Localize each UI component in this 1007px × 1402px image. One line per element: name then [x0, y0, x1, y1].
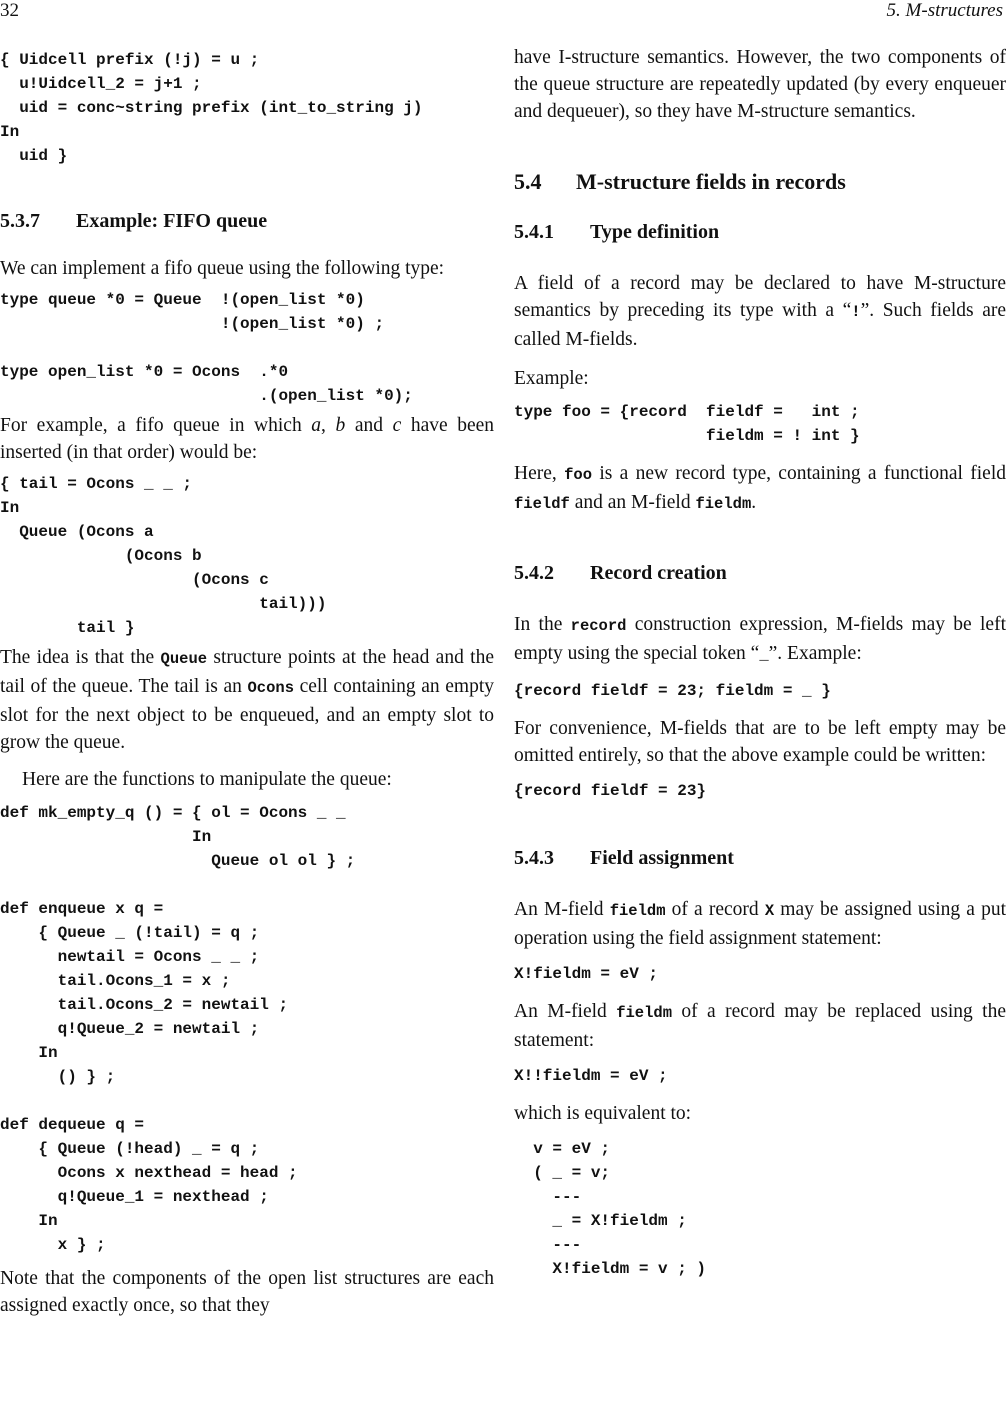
text-run: and	[345, 415, 393, 436]
inline-code: record	[570, 617, 627, 635]
paragraph-record-creation	[514, 611, 1006, 669]
section-title: M-structure fields in records	[576, 169, 846, 194]
text-run: An M-field	[514, 899, 610, 920]
inline-code: Ocons	[247, 679, 294, 697]
math-var: b	[335, 415, 346, 436]
section-title: Example: FIFO queue	[76, 210, 268, 232]
page-number: 32	[0, 0, 19, 21]
text-run: structure points at the head and the tail of the queue. The tail is an	[0, 647, 494, 697]
code-uidcell: { Uidcell prefix (!j) = u ; u!Uidcell_2 = j+1 ; uid = conc~string prefix (int_to_string j) In uid }	[0, 51, 423, 165]
code-record-type: type foo = {record fieldf = int ; fieldm = ! int }	[514, 403, 860, 445]
text-run: may be assigned using a put operation using the field assignment statement:	[514, 899, 1006, 949]
code-field-replace: X!!fieldm = eV ;	[514, 1067, 668, 1085]
text-run: In the	[514, 614, 571, 635]
code-queue-example: { tail = Ocons _ _ ; In Queue (Ocons a (Ocons b (Ocons c tail))) tail }	[0, 475, 327, 637]
section-title: Type definition	[590, 221, 720, 243]
inline-code: fieldm	[695, 495, 752, 513]
text-run: For example, a fifo queue in which	[0, 415, 312, 436]
section-number: 5.4.2	[514, 562, 554, 584]
inline-code: Queue	[160, 650, 208, 668]
section-heading-5-3-7	[0, 210, 494, 233]
paragraph-m-structure-semantics: have I-structure semantics. However, the two components of the queue structure are repeatedly updated (by every enqueuer and dequeuer), so they have M-structure semantics.	[514, 47, 1006, 122]
section-number: 5.3.7	[0, 210, 40, 232]
code-record-empty-field: {record fieldf = 23; fieldm = _ }	[514, 682, 831, 700]
page-header	[0, 0, 1007, 24]
paragraph-functions-intro: Here are the functions to manipulate the queue:	[22, 769, 392, 790]
text-run: ”. Such fields are called M-fields.	[514, 300, 1006, 350]
inline-code: fieldm	[616, 1004, 673, 1022]
text-run: Here,	[514, 463, 565, 484]
section-title: Field assignment	[590, 847, 734, 869]
inline-code: X	[764, 902, 775, 920]
text-run: cell containing an empty slot for the next object to be enqueued, and an empty slot to grow the queue.	[0, 676, 494, 753]
section-heading-5-4-2	[514, 562, 1006, 585]
right-column	[514, 40, 1006, 1281]
inline-code: !	[851, 303, 861, 321]
math-var: c	[392, 415, 402, 436]
section-number: 5.4.1	[514, 221, 554, 243]
paragraph-foo-description	[514, 460, 1006, 518]
text-run: .	[751, 492, 757, 513]
code-field-put: X!fieldm = eV ;	[514, 965, 659, 983]
paragraph-example-label: Example:	[514, 368, 589, 389]
text-run: The idea is that the	[0, 647, 161, 668]
section-number: 5.4.3	[514, 847, 554, 869]
inline-code: _	[759, 646, 769, 664]
section-heading-5-4-1	[514, 221, 1006, 244]
section-heading-5-4-3	[514, 847, 1006, 870]
text-run: have been inserted (in that order) would be:	[0, 415, 495, 463]
code-equivalent-expansion: v = eV ; ( _ = v; --- _ = X!fieldm ; --- X!fieldm = v ; )	[533, 1140, 707, 1278]
math-var: a	[311, 415, 322, 436]
paragraph-queue-idea	[0, 644, 494, 756]
code-queue-functions: def mk_empty_q () = { ol = Ocons _ _ In Queue ol ol } ; def enqueue x q = { Queue _ (!tail) = q ; newtail = Ocons _ _ ; tail.Ocons_1 = x ; tail.Ocons_2 = newtail ; q!Queue_2 = newtail ; In () } ; def dequeue q = { Queue (!head) _ = q ; Ocons x nexthead = head ; q!Queue_1 = nexthead ; In x } ;	[0, 804, 356, 1254]
inline-code: fieldm	[609, 902, 666, 920]
text-run: of a record may be replaced using the statement:	[514, 1001, 1006, 1051]
paragraph-fifo-intro: We can implement a fifo queue using the following type:	[0, 258, 445, 279]
paragraph-fifo-example	[0, 412, 494, 466]
code-queue-type: type queue *0 = Queue !(open_list *0) !(open_list *0) ; type open_list *0 = Ocons .*0 .(open_list *0);	[0, 291, 413, 405]
section-heading-5-4	[514, 169, 1006, 195]
text-run: is a new record type, containing a functional field	[592, 463, 1007, 484]
left-column	[0, 40, 494, 1319]
inline-code: foo	[564, 466, 592, 484]
text-run: construction expression, M-fields may be left empty using the special token “	[514, 614, 1006, 664]
paragraph-field-replace	[514, 998, 1006, 1054]
text-run: A field of a record may be declared to have M-structure semantics by preceding its type with a “	[514, 273, 1006, 321]
text-run: An M-field	[514, 1001, 617, 1022]
inline-code: fieldf	[514, 495, 570, 513]
running-title: 5. M-structures	[886, 0, 1003, 21]
text-run: ”. Example:	[768, 643, 862, 664]
paragraph-omit-fields: For convenience, M-fields that are to be left empty may be omitted entirely, so that the above example could be written:	[514, 718, 1006, 766]
text-run: of a record	[665, 899, 765, 920]
paragraph-equivalent: which is equivalent to:	[514, 1103, 692, 1124]
paragraph-field-assignment	[514, 896, 1006, 952]
paragraph-type-definition	[514, 270, 1006, 353]
code-record-short: {record fieldf = 23}	[514, 782, 707, 800]
section-title: Record creation	[590, 562, 727, 584]
text-run: and an M-field	[569, 492, 696, 513]
paragraph-open-list-note: Note that the components of the open list structures are each assigned exactly once, so that they	[0, 1268, 494, 1316]
text-run: ,	[321, 415, 336, 436]
section-number: 5.4	[514, 169, 542, 194]
